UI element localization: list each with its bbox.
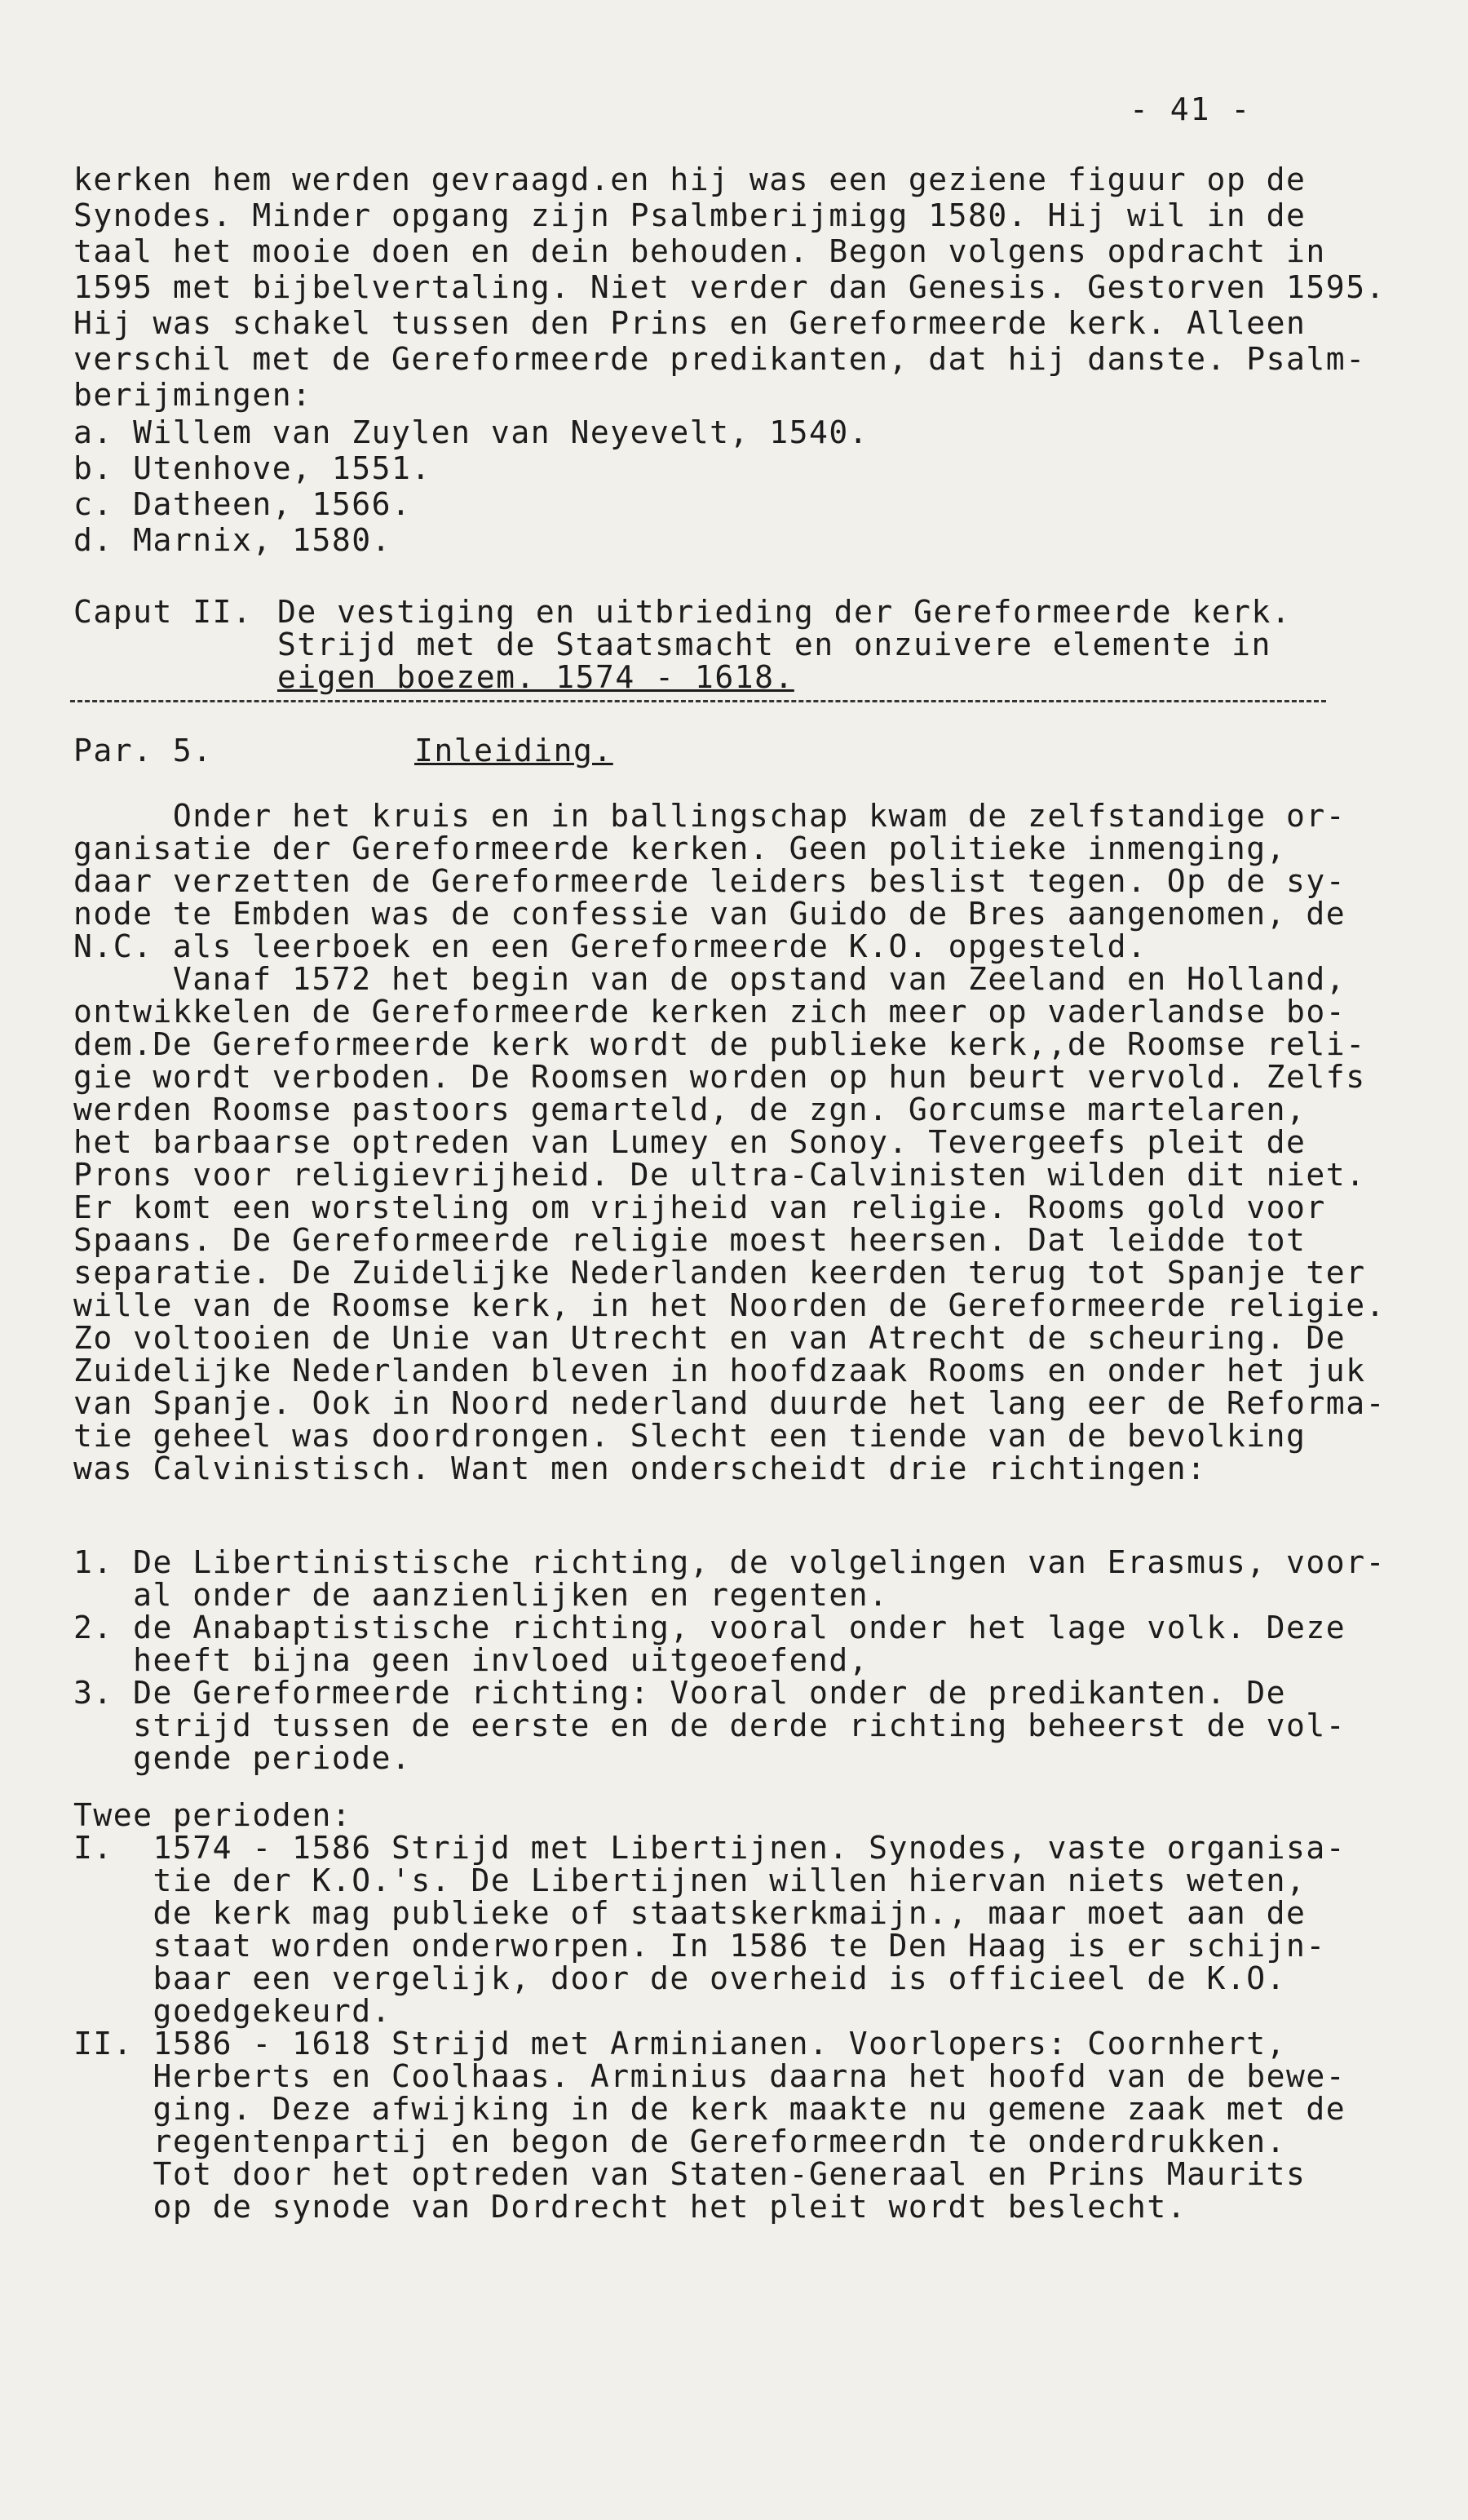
page-number: - 41 - — [1130, 91, 1252, 127]
list-item: al onder de aanzienlijken en regenten. — [73, 1577, 889, 1613]
list-item: heeft bijna geen invloed uitgeoefend, — [73, 1642, 869, 1678]
text-line: node te Embden was de confessie van Guido de Bres aangenomen, de — [73, 896, 1346, 932]
text-line: werden Roomse pastoors gemarteld, de zgn. Gorcumse martelaren, — [73, 1092, 1307, 1127]
text-line: Er komt een worsteling om vrijheid van religie. Rooms gold voor — [73, 1189, 1326, 1225]
text-line: Synodes. Minder opgang zijn Psalmberijmigg 1580. Hij wil in de — [73, 197, 1307, 233]
text-line: daar verzetten de Gereformeerde leiders beslist tegen. Op de sy- — [73, 863, 1346, 899]
text-line: ontwikkelen de Gereformeerde kerken zich meer op vaderlandse bo- — [73, 994, 1346, 1030]
text-line: Onder het kruis en in ballingschap kwam de zelfstandige or- — [73, 798, 1346, 834]
list-item: tie der K.O.'s. De Libertijnen willen hiervan niets weten, — [73, 1862, 1307, 1898]
list-item: 1. De Libertinistische richting, de volgelingen van Erasmus, voor- — [73, 1544, 1386, 1580]
text-line: Zuidelijke Nederlanden bleven in hoofdzaak Rooms en onder het juk — [73, 1353, 1366, 1388]
list-item: strijd tussen de eerste en de derde richting beheerst de vol- — [73, 1707, 1346, 1743]
chapter-title-line1: De vestiging en uitbrieding der Gereformeerde kerk. — [277, 594, 1292, 630]
periods-heading: Twee perioden: — [73, 1797, 352, 1833]
list-item: c. Datheen, 1566. — [73, 486, 412, 522]
list-item: baar een vergelijk, door de overheid is officieel de K.O. — [73, 1960, 1287, 1996]
list-item: ging. Deze afwijking in de kerk maakte nu gemene zaak met de — [73, 2091, 1346, 2127]
list-item: regentenpartij en begon de Gereformeerdn te onderdrukken. — [73, 2124, 1287, 2159]
text-line: berijmingen: — [73, 377, 312, 413]
text-line: Zo voltooien de Unie van Utrecht en van Atrecht de scheuring. De — [73, 1320, 1346, 1356]
list-item: Tot door het optreden van Staten-Generaal en Prins Maurits — [73, 2156, 1307, 2192]
section-heading: Inleiding. — [414, 733, 613, 768]
text-line: tie geheel was doordrongen. Slecht een tiende van de bevolking — [73, 1418, 1307, 1454]
text-line: was Calvinistisch. Want men onderscheidt drie richtingen: — [73, 1450, 1207, 1486]
chapter-divider — [70, 700, 1326, 702]
text-line: Hij was schakel tussen den Prins en Gereformeerde kerk. Alleen — [73, 305, 1307, 341]
list-item: I. 1574 - 1586 Strijd met Libertijnen. Synodes, vaste organisa- — [73, 1830, 1346, 1866]
list-item: b. Utenhove, 1551. — [73, 450, 431, 486]
list-item: a. Willem van Zuylen van Neyevelt, 1540. — [73, 414, 869, 450]
list-item: de kerk mag publieke of staatskerkmaijn., maar moet aan de — [73, 1895, 1307, 1931]
text-line: wille van de Roomse kerk, in het Noorden de Gereformeerde religie. — [73, 1287, 1386, 1323]
list-item: staat worden onderworpen. In 1586 te Den Haag is er schijn- — [73, 1928, 1326, 1964]
text-line: het barbaarse optreden van Lumey en Sonoy. Tevergeefs pleit de — [73, 1124, 1307, 1160]
list-item: 2. de Anabaptistische richting, vooral onder het lage volk. Deze — [73, 1610, 1346, 1645]
text-line: kerken hem werden gevraagd.en hij was een geziene figuur op de — [73, 162, 1307, 197]
section-par: Par. 5. — [73, 733, 213, 768]
text-line: separatie. De Zuidelijke Nederlanden keerden terug tot Spanje ter — [73, 1255, 1366, 1291]
chapter-label: Caput II. — [73, 594, 253, 630]
list-item: d. Marnix, 1580. — [73, 522, 392, 558]
text-line: Spaans. De Gereformeerde religie moest heersen. Dat leidde tot — [73, 1222, 1307, 1258]
list-item: op de synode van Dordrecht het pleit wordt beslecht. — [73, 2189, 1187, 2225]
text-line: van Spanje. Ook in Noord nederland duurde het lang eer de Reforma- — [73, 1385, 1386, 1421]
text-line: verschil met de Gereformeerde predikanten, dat hij danste. Psalm- — [73, 341, 1366, 377]
text-line: Prons voor religievrijheid. De ultra-Calvinisten wilden dit niet. — [73, 1157, 1366, 1193]
text-line: 1595 met bijbelvertaling. Niet verder dan Genesis. Gestorven 1595. — [73, 269, 1386, 305]
list-item: II. 1586 - 1618 Strijd met Arminianen. Voorlopers: Coornhert, — [73, 2026, 1287, 2062]
list-item: goedgekeurd. — [73, 1993, 392, 2029]
text-line: ganisatie der Gereformeerde kerken. Geen politieke inmenging, — [73, 830, 1287, 866]
list-item: Herberts en Coolhaas. Arminius daarna het hoofd van de bewe- — [73, 2058, 1346, 2094]
text-line: Vanaf 1572 het begin van de opstand van Zeeland en Holland, — [73, 961, 1346, 997]
text-line: gie wordt verboden. De Roomsen worden op hun beurt vervold. Zelfs — [73, 1059, 1366, 1095]
list-item: 3. De Gereformeerde richting: Vooral onder de predikanten. De — [73, 1675, 1287, 1711]
chapter-title-line3: eigen boezem. 1574 - 1618. — [277, 659, 794, 695]
text-line: taal het mooie doen en dein behouden. Begon volgens opdracht in — [73, 233, 1326, 269]
text-line: N.C. als leerboek en een Gereformeerde K.O. opgesteld. — [73, 928, 1147, 964]
chapter-title-line2: Strijd met de Staatsmacht en onzuivere elemente in — [277, 627, 1271, 662]
list-item: gende periode. — [73, 1740, 412, 1776]
text-line: dem.De Gereformeerde kerk wordt de publieke kerk,,de Roomse reli- — [73, 1026, 1366, 1062]
